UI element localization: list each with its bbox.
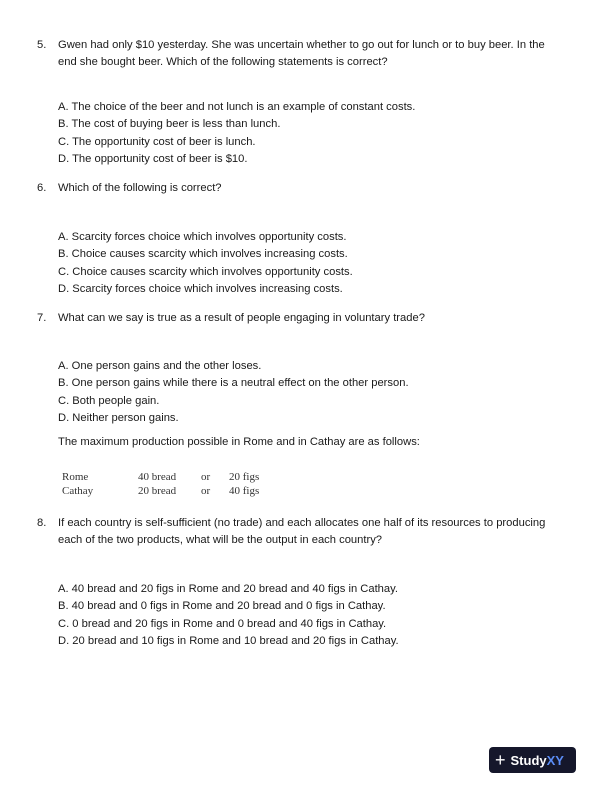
country-cell: Cathay (62, 484, 94, 497)
option-b: B. Choice causes scarcity which involves increasing costs. (58, 248, 348, 261)
question-number: 8. (37, 517, 47, 529)
option-a: A. Scarcity forces choice which involves opportunity costs. (58, 231, 347, 243)
question-number: 5. (37, 39, 47, 51)
production-intro: The maximum production possible in Rome and in Cathay are as follows: (58, 436, 420, 448)
option-b: B. 40 bread and 0 figs in Rome and 20 bread and 0 figs in Cathay. (58, 600, 386, 613)
studyxy-logo (489, 747, 576, 773)
question-8 (37, 515, 557, 549)
figs-cell: 40 figs (229, 484, 260, 497)
question-number: 7. (37, 312, 47, 324)
options-5 (58, 99, 415, 169)
question-text: If each country is self-sufficient (no trade) and each allocates one half of its resources to producing each of the two products, what will be the output in each country? (58, 517, 546, 546)
question-text: Gwen had only $10 yesterday. She was uncertain whether to go out for lunch or to buy beer. In the end she bought beer. Which of the following statements is correct? (58, 39, 545, 68)
question-text: Which of the following is correct? (58, 182, 222, 194)
options-6 (58, 229, 353, 299)
option-d: D. The opportunity cost of beer is $10. (58, 153, 248, 166)
figs-cell: 20 figs (229, 471, 260, 483)
question-6 (37, 180, 557, 197)
options-7 (58, 358, 409, 428)
or-cell: or (201, 471, 211, 483)
country-cell: Rome (62, 471, 89, 483)
options-8 (58, 581, 399, 651)
logo-text-study: Study (510, 752, 547, 768)
or-cell: or (201, 484, 211, 497)
option-c: C. The opportunity cost of beer is lunch. (58, 135, 256, 148)
question-5 (37, 37, 557, 71)
option-b: B. The cost of buying beer is less than lunch. (58, 118, 281, 131)
logo-text-xy: XY (546, 752, 564, 768)
option-d: D. 20 bread and 10 figs in Rome and 10 bread and 20 figs in Cathay. (58, 635, 399, 648)
option-b: B. One person gains while there is a neutral effect on the other person. (58, 377, 409, 390)
question-number: 6. (37, 182, 47, 194)
option-a: A. 40 bread and 20 figs in Rome and 20 bread and 40 figs in Cathay. (58, 583, 398, 595)
plus-icon: + (495, 750, 506, 770)
option-d: D. Scarcity forces choice which involves increasing costs. (58, 283, 343, 296)
option-a: A. The choice of the beer and not lunch is an example of constant costs. (58, 101, 416, 113)
option-c: C. Choice causes scarcity which involves opportunity costs. (58, 265, 353, 278)
bread-cell: 40 bread (138, 471, 177, 483)
option-d: D. Neither person gains. (58, 412, 179, 425)
bread-cell: 20 bread (138, 484, 177, 497)
question-7 (37, 310, 557, 327)
option-a: A. One person gains and the other loses. (58, 360, 262, 372)
question-text: What can we say is true as a result of people engaging in voluntary trade? (58, 312, 425, 324)
option-c: C. 0 bread and 20 figs in Rome and 0 bread and 40 figs in Cathay. (58, 617, 387, 630)
option-c: C. Both people gain. (58, 394, 160, 407)
